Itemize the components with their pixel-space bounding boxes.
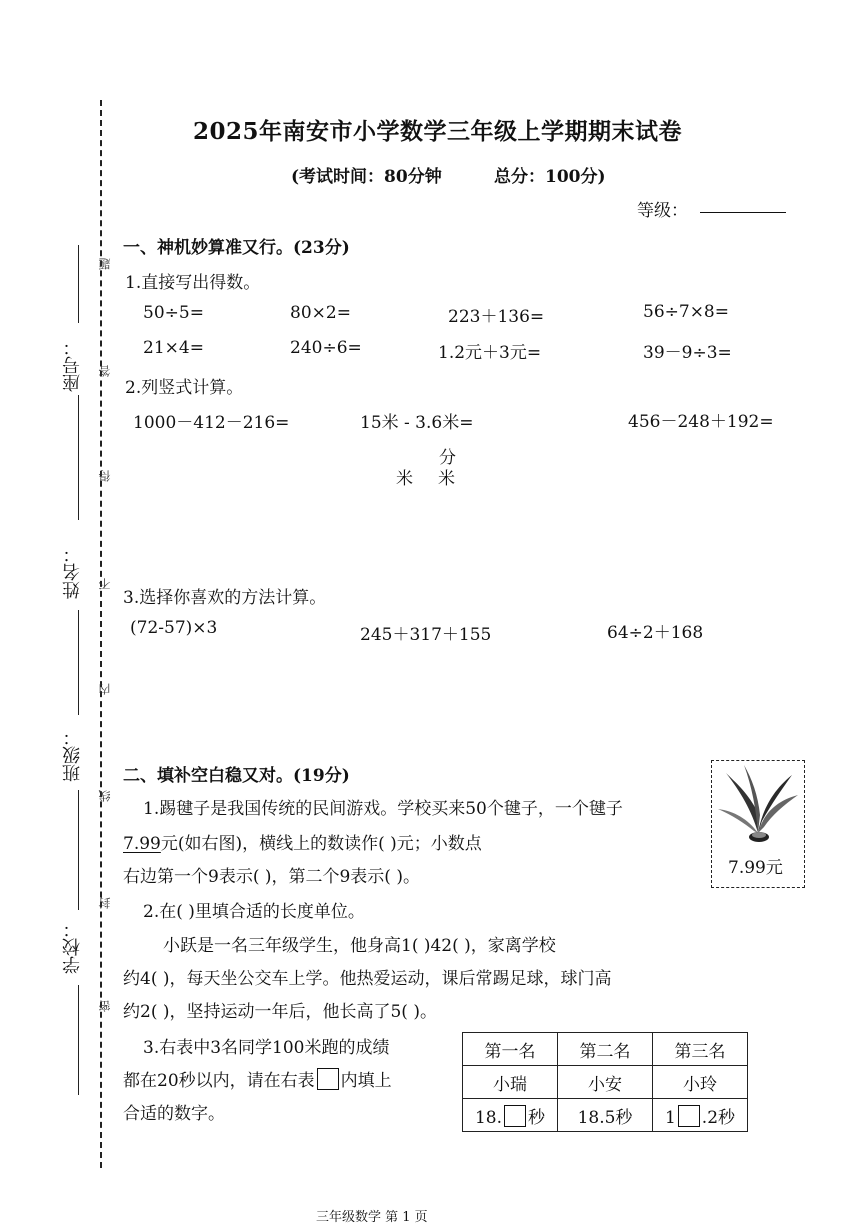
table-cell: 18.5秒 [558,1099,653,1132]
table-cell: 小瑞 [463,1066,558,1099]
table-cell [653,1099,748,1132]
unit-mi: 米 [396,469,413,489]
time-suffix: 秒 [528,1107,546,1128]
s2-q1-line2 [123,829,482,854]
table-row [463,1033,748,1066]
s2-q1-line3: 右边第一个9表示( )，第二个9表示( )。 [123,867,420,887]
time-prefix: 1 [664,1107,676,1128]
s2-q3-line3: 合适的数字。 [123,1104,225,1124]
running-results-table [462,1032,748,1132]
time-prefix: 18. [474,1107,503,1128]
school-label: 学校： [62,920,83,974]
table-header: 第一名 [463,1033,558,1066]
school-field-extension [78,985,79,1095]
total-score: 总分：100分) [494,167,606,187]
s2-q3-line1: 3.右表中3名同学100米跑的成绩 [143,1038,390,1058]
exam-time: (考试时间：80分钟 [291,167,442,187]
table-cell: 小玲 [653,1066,748,1099]
shuttlecock-price-caption: 7.99元 [728,858,783,878]
class-label: 班级： [62,728,83,782]
table-row [463,1066,748,1099]
s2-q1-line2-rest: 元(如右图)，横线上的数读作( )元；小数点 [160,834,482,854]
seal-char: 答 [98,365,112,377]
choice-calc-item: (72-57)×3 [130,618,218,638]
calc-item: 21×4= [143,338,204,358]
calc-item: 80×2= [290,303,351,323]
seal-char: 不 [98,578,112,590]
s2-q3-line2 [123,1066,392,1091]
calc-item: 223＋136= [448,307,545,327]
seat-number-label: 座号： [62,338,83,392]
section1-q1-label: 1.直接写出得数。 [125,273,261,293]
seal-char: 密 [98,1000,112,1012]
section2-heading: 二、填补空白稳又对。(19分) [123,766,350,786]
seal-char: 封 [98,897,112,909]
grade-label: 等级： [637,201,688,221]
name-field[interactable] [78,395,79,520]
s2-q3-line2b: 内填上 [340,1071,392,1091]
section1-heading: 一、神机妙算准又行。(23分) [123,238,350,258]
table-cell: 小安 [558,1066,653,1099]
page-title: 2025年南安市小学数学三年级上学期期末试卷 [193,118,683,145]
calc-item: 50÷5= [143,303,204,323]
answer-box[interactable] [504,1105,526,1127]
calc-item: 240÷6= [290,338,362,358]
table-header: 第三名 [653,1033,748,1066]
section1-q2-label: 2.列竖式计算。 [125,378,244,398]
answer-box-sample [317,1068,339,1090]
vertical-calc-item: 1000－412－216= [133,413,290,433]
unit-mi: 米 [438,469,455,489]
vertical-calc-item: 15米 - 3.6米= [360,413,474,433]
seat-number-field[interactable] [78,245,79,323]
page-footer: 三年级数学 第 1 页 [316,1210,428,1225]
class-field[interactable] [78,610,79,715]
s2-q3-line2a: 都在20秒以内，请在右表 [123,1071,315,1091]
grade-field[interactable] [700,212,786,213]
table-cell [463,1099,558,1132]
table-row [463,1099,748,1132]
calc-item: 56÷7×8= [643,302,729,322]
section1-q3-label: 3.选择你喜欢的方法计算。 [123,588,327,608]
calc-item: 1.2元＋3元= [438,343,542,363]
table-header: 第二名 [558,1033,653,1066]
seal-char: 内 [98,683,112,695]
shuttlecock-image-frame [711,760,805,888]
seal-char: 题 [98,258,112,270]
s2-q2-line3: 约2( )，坚持运动一年后，他长高了5( )。 [123,1002,437,1022]
s2-q2-line2: 约4( )，每天坐公交车上学。他热爱运动，课后常踢足球，球门高 [123,969,612,989]
seal-char: 线 [98,790,112,802]
unit-fen: 分 [439,448,456,468]
seal-char: 得 [98,470,112,482]
answer-box[interactable] [678,1105,700,1127]
choice-calc-item: 64÷2＋168 [607,623,704,643]
s2-q2-line1: 小跃是一名三年级学生，他身高1( )42( )，家离学校 [163,936,556,956]
s2-q1-line1: 1.踢毽子是我国传统的民间游戏。学校买来50个毽子，一个毽子 [143,799,623,819]
name-label: 姓名： [62,545,83,599]
choice-calc-item: 245＋317＋155 [360,625,492,645]
school-field[interactable] [78,790,79,910]
vertical-calc-item: 456－248＋192= [628,412,774,432]
shuttlecock-icon [712,761,804,851]
price-underlined: 7.99 [123,834,161,854]
time-suffix: .2秒 [701,1107,736,1128]
calc-item: 39－9÷3= [643,343,732,363]
s2-q2-label: 2.在( )里填合适的长度单位。 [143,902,365,922]
